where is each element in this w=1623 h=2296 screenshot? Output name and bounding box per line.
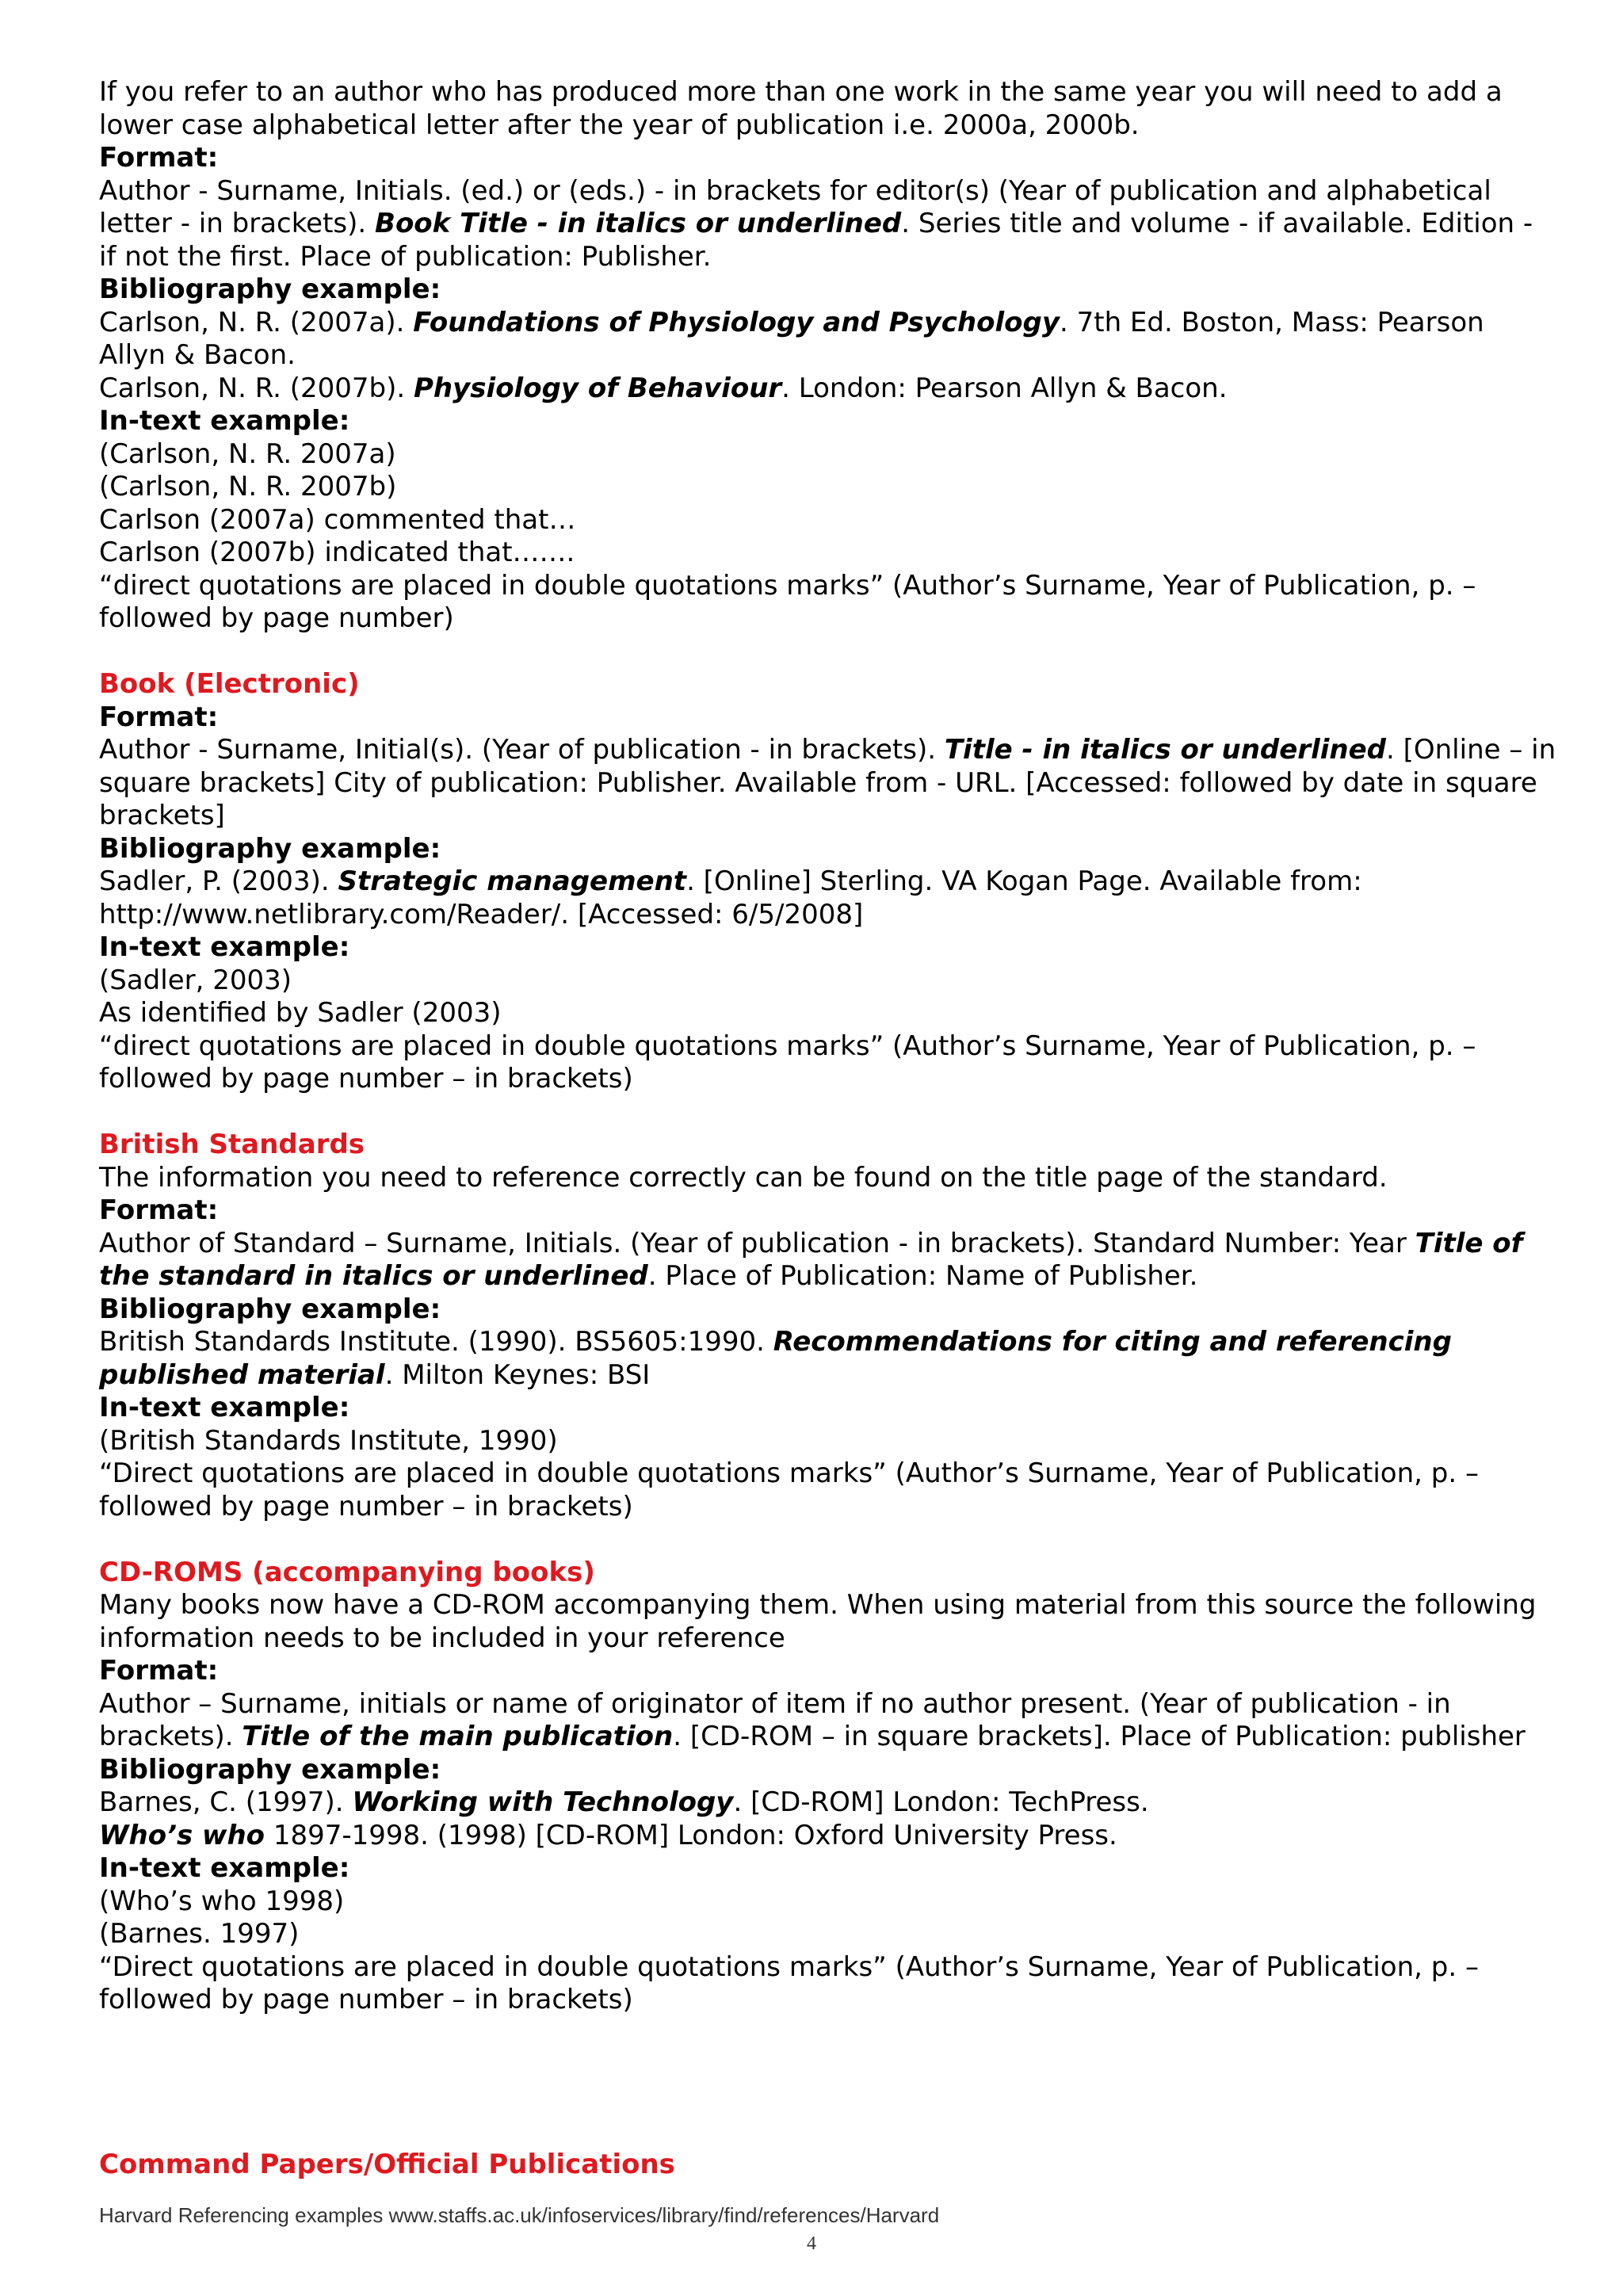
page-footer: Harvard Referencing examples www.staffs.ac.uk/infoservices/library/find/references/Harvard <box>99 2203 940 2227</box>
section-intro: The information you need to reference correctly can be found on the title page of the standard. <box>99 1161 1388 1194</box>
bibliography-label: Bibliography example: <box>99 273 441 305</box>
section-title-british-standards: British Standards <box>99 1129 365 1160</box>
intext-entry: (British Standards Institute, 1990) <box>99 1424 558 1457</box>
intext-entry: “Direct quotations are placed in double quotations marks” (Author’s Surname, Year of Publication, p. – followed by page number – in brackets) <box>99 1950 1479 2015</box>
bibliography-entry: Barnes, C. (1997). Working with Technology. [CD-ROM] London: TechPress. <box>99 1786 1149 1818</box>
intext-entry: Carlson (2007a) commented that… <box>99 503 576 536</box>
bibliography-entry: Carlson, N. R. (2007b). Physiology of Behaviour. London: Pearson Allyn & Bacon. <box>99 372 1228 404</box>
intext-entry: “direct quotations are placed in double quotations marks” (Author’s Surname, Year of Publication, p. – followed by page number) <box>99 569 1476 634</box>
intext-entry: (Carlson, N. R. 2007a) <box>99 437 396 470</box>
intext-entry: (Who’s who 1998) <box>99 1885 345 1917</box>
page-content <box>99 76 1557 2181</box>
bibliography-entry: Sadler, P. (2003). Strategic management. [Online] Sterling. VA Kogan Page. Available from: http://www.netlibrary.com/Reader/. [Accessed: 6/5/2008] <box>99 865 1362 930</box>
bibliography-entry: Who’s who 1897-1998. (1998) [CD-ROM] London: Oxford University Press. <box>99 1819 1117 1851</box>
section-intro: Many books now have a CD-ROM accompanying them. When using material from this source the following information needs to be included in your reference <box>99 1589 1537 1654</box>
format-label: Format: <box>99 701 219 733</box>
bibliography-label: Bibliography example: <box>99 832 441 865</box>
intext-entry: Carlson (2007b) indicated that……. <box>99 537 575 568</box>
section-title-cdroms: CD-ROMS (accompanying books) <box>99 1556 595 1588</box>
page-number: 4 <box>807 2233 816 2254</box>
intext-entry: As identified by Sadler (2003) <box>99 997 502 1029</box>
intext-entry: (Barnes. 1997) <box>99 1918 300 1950</box>
format-text: Author - Surname, Initials. (ed.) or (eds.) - in brackets for editor(s) (Year of publication and alphabetical letter - in brackets). Book Title - in italics or underlined. Series title and volume - if available. Edition - if not the first. Place of publication: Publisher. <box>99 174 1533 273</box>
intext-entry: (Sadler, 2003) <box>99 964 292 996</box>
bibliography-label: Bibliography example: <box>99 1753 441 1786</box>
format-text: Author - Surname, Initial(s). (Year of publication - in brackets). Title - in italics or underlined. [Online – in square brackets] City of publication: Publisher. Available from - URL. [Accessed: followed by date in square brackets] <box>99 734 1556 831</box>
intext-entry: (Carlson, N. R. 2007b) <box>99 471 397 502</box>
intro-paragraph: If you refer to an author who has produced more than one work in the same year you will need to add a lower case alphabetical letter after the year of publication i.e. 2000a, 2000b. <box>99 76 1503 141</box>
format-label: Format: <box>99 1655 219 1687</box>
intext-label: In-text example: <box>99 1392 350 1423</box>
intext-label: In-text example: <box>99 1852 350 1884</box>
section-title-command-papers: Command Papers/Official Publications <box>99 2148 675 2180</box>
intext-entry: “direct quotations are placed in double quotations marks” (Author’s Surname, Year of Publication, p. – followed by page number – in brackets) <box>99 1030 1476 1095</box>
format-text: Author – Surname, initials or name of originator of item if no author present. (Year of publication - in brackets). Title of the main publication. [CD-ROM – in square brackets]. Place of Publication: publisher <box>99 1687 1526 1752</box>
format-label: Format: <box>99 142 219 174</box>
section-title-book-electronic: Book (Electronic) <box>99 668 360 700</box>
intext-label: In-text example: <box>99 405 350 437</box>
format-text: Author of Standard – Surname, Initials. (Year of publication - in brackets). Standard Number: Year Title of the standard in italics or underlined. Place of Publication: Name of Publisher. <box>99 1227 1523 1292</box>
bibliography-label: Bibliography example: <box>99 1293 441 1325</box>
bibliography-entry: Carlson, N. R. (2007a). Foundations of Physiology and Psychology. 7th Ed. Boston, Mass: Pearson Allyn & Bacon. <box>99 306 1484 371</box>
bibliography-entry: British Standards Institute. (1990). BS5605:1990. Recommendations for citing and referencing published material. Milton Keynes: BSI <box>99 1326 1452 1391</box>
intext-label: In-text example: <box>99 931 350 963</box>
intext-entry: “Direct quotations are placed in double quotations marks” (Author’s Surname, Year of Publication, p. – followed by page number – in brackets) <box>99 1457 1479 1522</box>
format-label: Format: <box>99 1194 219 1226</box>
